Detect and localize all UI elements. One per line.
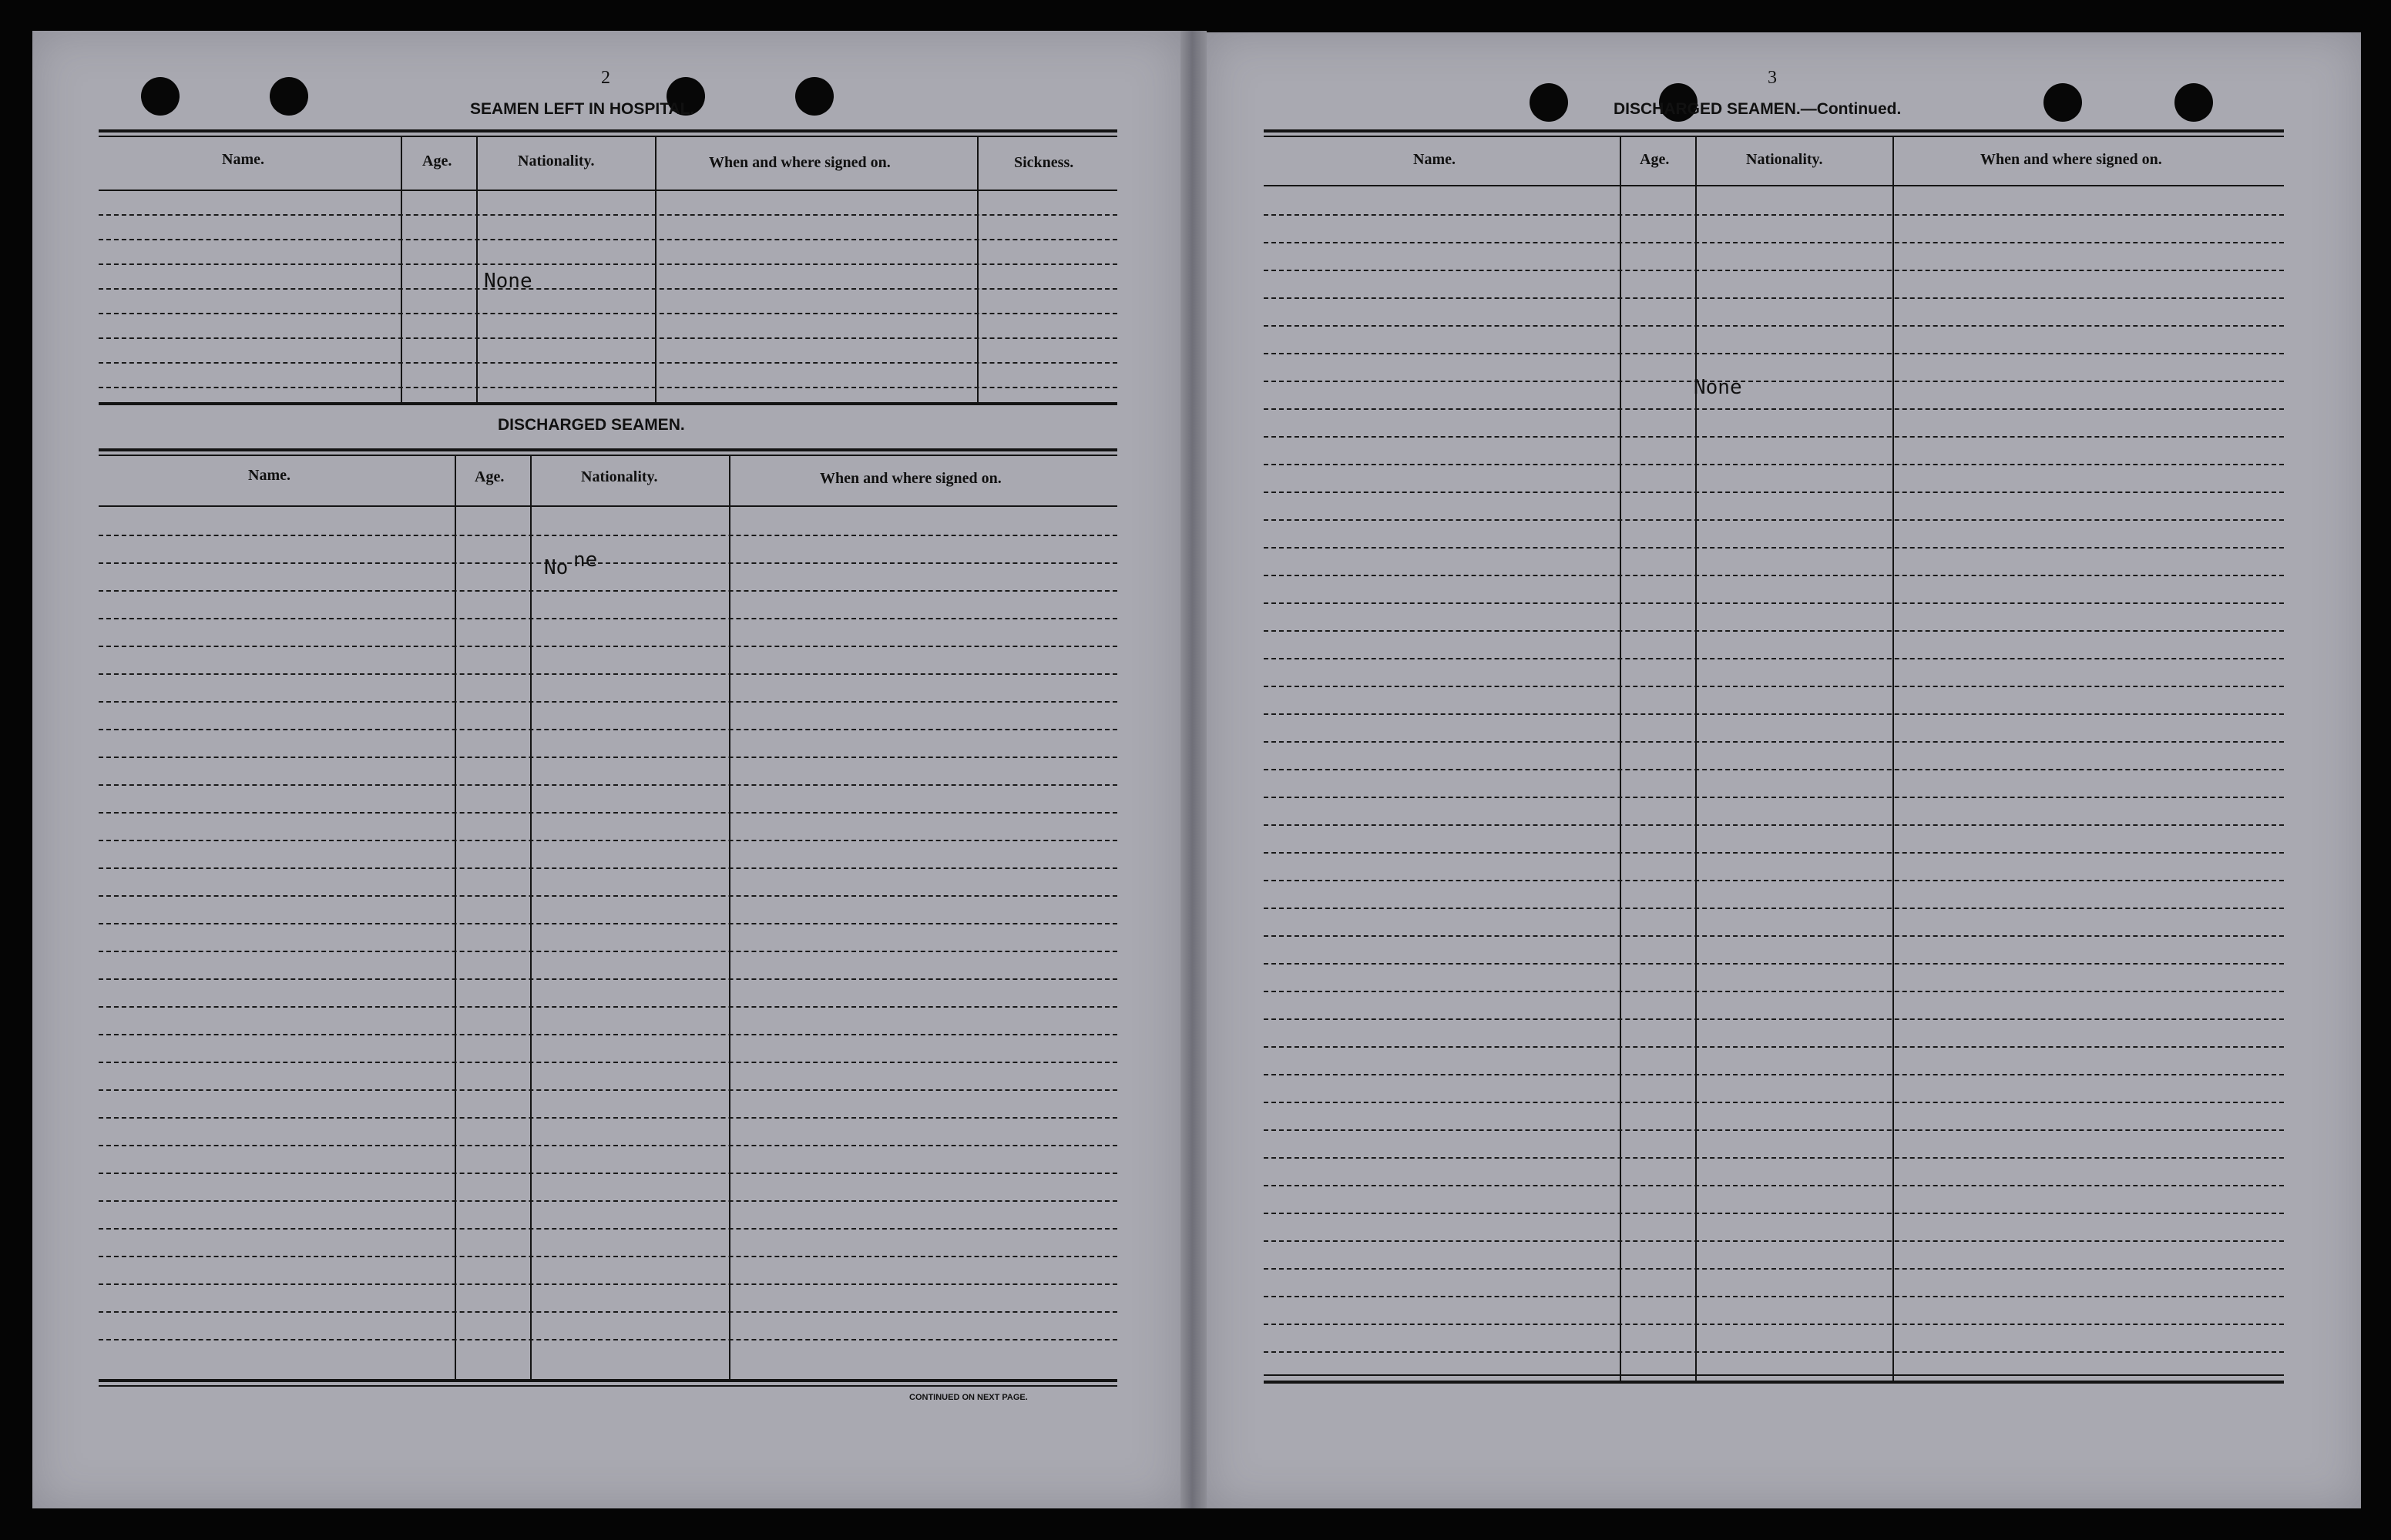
punch-hole	[141, 77, 180, 116]
column-header-sickness: Sickness.	[1014, 154, 1074, 171]
ruled-line	[1264, 575, 2284, 576]
ruled-line	[1264, 464, 2284, 465]
ruled-line	[1264, 686, 2284, 687]
table-bottom-rule	[99, 402, 1117, 405]
ruled-line	[1264, 297, 2284, 299]
ruled-line	[99, 784, 1117, 786]
ruled-line	[99, 867, 1117, 869]
column-divider	[401, 137, 402, 405]
section-title-discharged-continued: DISCHARGED SEAMEN.—Continued.	[1614, 100, 1902, 118]
ruled-line	[99, 1256, 1117, 1257]
ruled-line	[99, 1145, 1117, 1146]
ruled-line	[1264, 908, 2284, 909]
ruled-line	[99, 239, 1117, 240]
column-header-signed-on: When and where signed on.	[820, 470, 1002, 487]
table-bottom-rule	[99, 1379, 1117, 1382]
section-title-hospital: SEAMEN LEFT IN HOSPITAL.	[470, 100, 695, 118]
ruled-line	[1264, 824, 2284, 826]
header-underline	[99, 190, 1117, 191]
ruled-line	[1264, 963, 2284, 965]
header-underline	[1264, 185, 2284, 186]
ruled-line	[1264, 852, 2284, 854]
ruled-line	[99, 978, 1117, 980]
punch-hole	[270, 77, 308, 116]
ruled-line	[99, 1200, 1117, 1202]
ruled-line	[99, 646, 1117, 647]
column-header-age: Age.	[475, 468, 505, 485]
ruled-line	[1264, 547, 2284, 549]
table-top-rule	[99, 448, 1117, 451]
column-header-name: Name.	[1413, 151, 1456, 168]
ruled-line	[1264, 797, 2284, 798]
section-title-discharged: DISCHARGED SEAMEN.	[498, 416, 685, 434]
ruled-line	[1264, 630, 2284, 632]
ruled-line	[99, 618, 1117, 619]
ruled-line	[1264, 602, 2284, 604]
punch-hole	[2174, 83, 2213, 122]
punch-hole	[1530, 83, 1568, 122]
ruled-line	[1264, 408, 2284, 410]
ruled-line	[1264, 1240, 2284, 1242]
table-bottom-rule	[99, 1385, 1117, 1387]
ruled-line	[1264, 1102, 2284, 1103]
column-divider	[476, 137, 478, 405]
discharged-entry-none-part2: ne	[573, 549, 598, 572]
page-fold	[1180, 31, 1207, 1508]
ruled-line	[1264, 1324, 2284, 1325]
ruled-line	[1264, 325, 2284, 327]
ruled-line	[1264, 1351, 2284, 1353]
ruled-line	[99, 337, 1117, 339]
ruled-line	[1264, 1268, 2284, 1270]
column-header-name: Name.	[248, 467, 290, 484]
ruled-line	[99, 387, 1117, 388]
column-divider	[530, 456, 532, 1381]
column-header-age: Age.	[1640, 151, 1670, 168]
ruled-line	[1264, 1213, 2284, 1214]
ruled-line	[99, 1006, 1117, 1008]
ruled-line	[1264, 935, 2284, 937]
column-divider	[455, 456, 456, 1381]
table-top-rule	[99, 455, 1117, 456]
ruled-line	[1264, 1296, 2284, 1297]
ruled-line	[1264, 1046, 2284, 1048]
table-bottom-rule	[1264, 1374, 2284, 1376]
page-number: 2	[601, 68, 610, 88]
ruled-line	[99, 701, 1117, 703]
ruled-line	[99, 1089, 1117, 1091]
ruled-line	[1264, 991, 2284, 992]
column-divider	[729, 456, 730, 1381]
ruled-line	[1264, 1018, 2284, 1020]
ruled-line	[1264, 214, 2284, 216]
column-divider	[1620, 137, 1621, 1382]
continued-note: CONTINUED ON NEXT PAGE.	[909, 1393, 1028, 1402]
ruled-line	[99, 895, 1117, 897]
ruled-line	[99, 757, 1117, 758]
column-header-age: Age.	[422, 153, 452, 169]
ruled-line	[1264, 1157, 2284, 1159]
column-divider	[655, 137, 657, 405]
ruled-line	[1264, 1185, 2284, 1186]
ruled-line	[99, 729, 1117, 730]
page-number: 3	[1768, 68, 1777, 88]
discharged-entry-none-part1: No	[544, 556, 569, 579]
punch-hole	[2043, 83, 2082, 122]
ruled-line	[1264, 436, 2284, 438]
header-underline	[99, 505, 1117, 507]
ruled-line	[1264, 880, 2284, 881]
ruled-line	[99, 313, 1117, 314]
ruled-line	[99, 812, 1117, 814]
ruled-line	[99, 1339, 1117, 1340]
column-header-nationality: Nationality.	[518, 153, 595, 169]
ruled-line	[1264, 658, 2284, 659]
ruled-line	[1264, 492, 2284, 493]
column-header-signed-on: When and where signed on.	[1980, 151, 2162, 168]
ruled-line	[99, 535, 1117, 536]
ruled-line	[99, 1117, 1117, 1119]
table-bottom-rule	[1264, 1381, 2284, 1384]
ruled-line	[99, 840, 1117, 841]
right-page	[1207, 32, 2361, 1508]
ruled-line	[99, 1311, 1117, 1313]
column-header-signed-on: When and where signed on.	[709, 154, 891, 171]
ruled-line	[1264, 270, 2284, 271]
ruled-line	[99, 590, 1117, 592]
punch-hole	[795, 77, 834, 116]
ruled-line	[99, 1283, 1117, 1285]
ruled-line	[1264, 1074, 2284, 1075]
column-header-nationality: Nationality.	[1746, 151, 1823, 168]
column-header-name: Name.	[222, 151, 264, 168]
ruled-line	[99, 1228, 1117, 1230]
left-page	[32, 31, 1180, 1508]
column-divider	[977, 137, 979, 405]
ruled-line	[1264, 713, 2284, 715]
ruled-line	[1264, 769, 2284, 770]
ruled-line	[99, 214, 1117, 216]
ruled-line	[99, 288, 1117, 290]
table-top-rule	[99, 136, 1117, 137]
continued-entry-none: None	[1694, 376, 1742, 399]
column-header-nationality: Nationality.	[581, 468, 658, 485]
ruled-line	[99, 1062, 1117, 1063]
ruled-line	[99, 1034, 1117, 1035]
column-divider	[1892, 137, 1894, 1382]
ruled-line	[1264, 519, 2284, 521]
ruled-line	[99, 1173, 1117, 1174]
ruled-line	[99, 673, 1117, 675]
table-top-rule	[99, 129, 1117, 133]
column-divider	[1695, 137, 1697, 1382]
ruled-line	[99, 923, 1117, 924]
ruled-line	[1264, 242, 2284, 243]
ruled-line	[99, 362, 1117, 364]
table-top-rule	[1264, 136, 2284, 137]
hospital-entry-none: None	[484, 270, 532, 293]
table-top-rule	[1264, 129, 2284, 133]
ruled-line	[99, 263, 1117, 265]
ruled-line	[1264, 381, 2284, 382]
ruled-line	[99, 562, 1117, 564]
ruled-line	[1264, 741, 2284, 743]
ruled-line	[99, 951, 1117, 952]
ruled-line	[1264, 1129, 2284, 1131]
ruled-line	[1264, 353, 2284, 354]
